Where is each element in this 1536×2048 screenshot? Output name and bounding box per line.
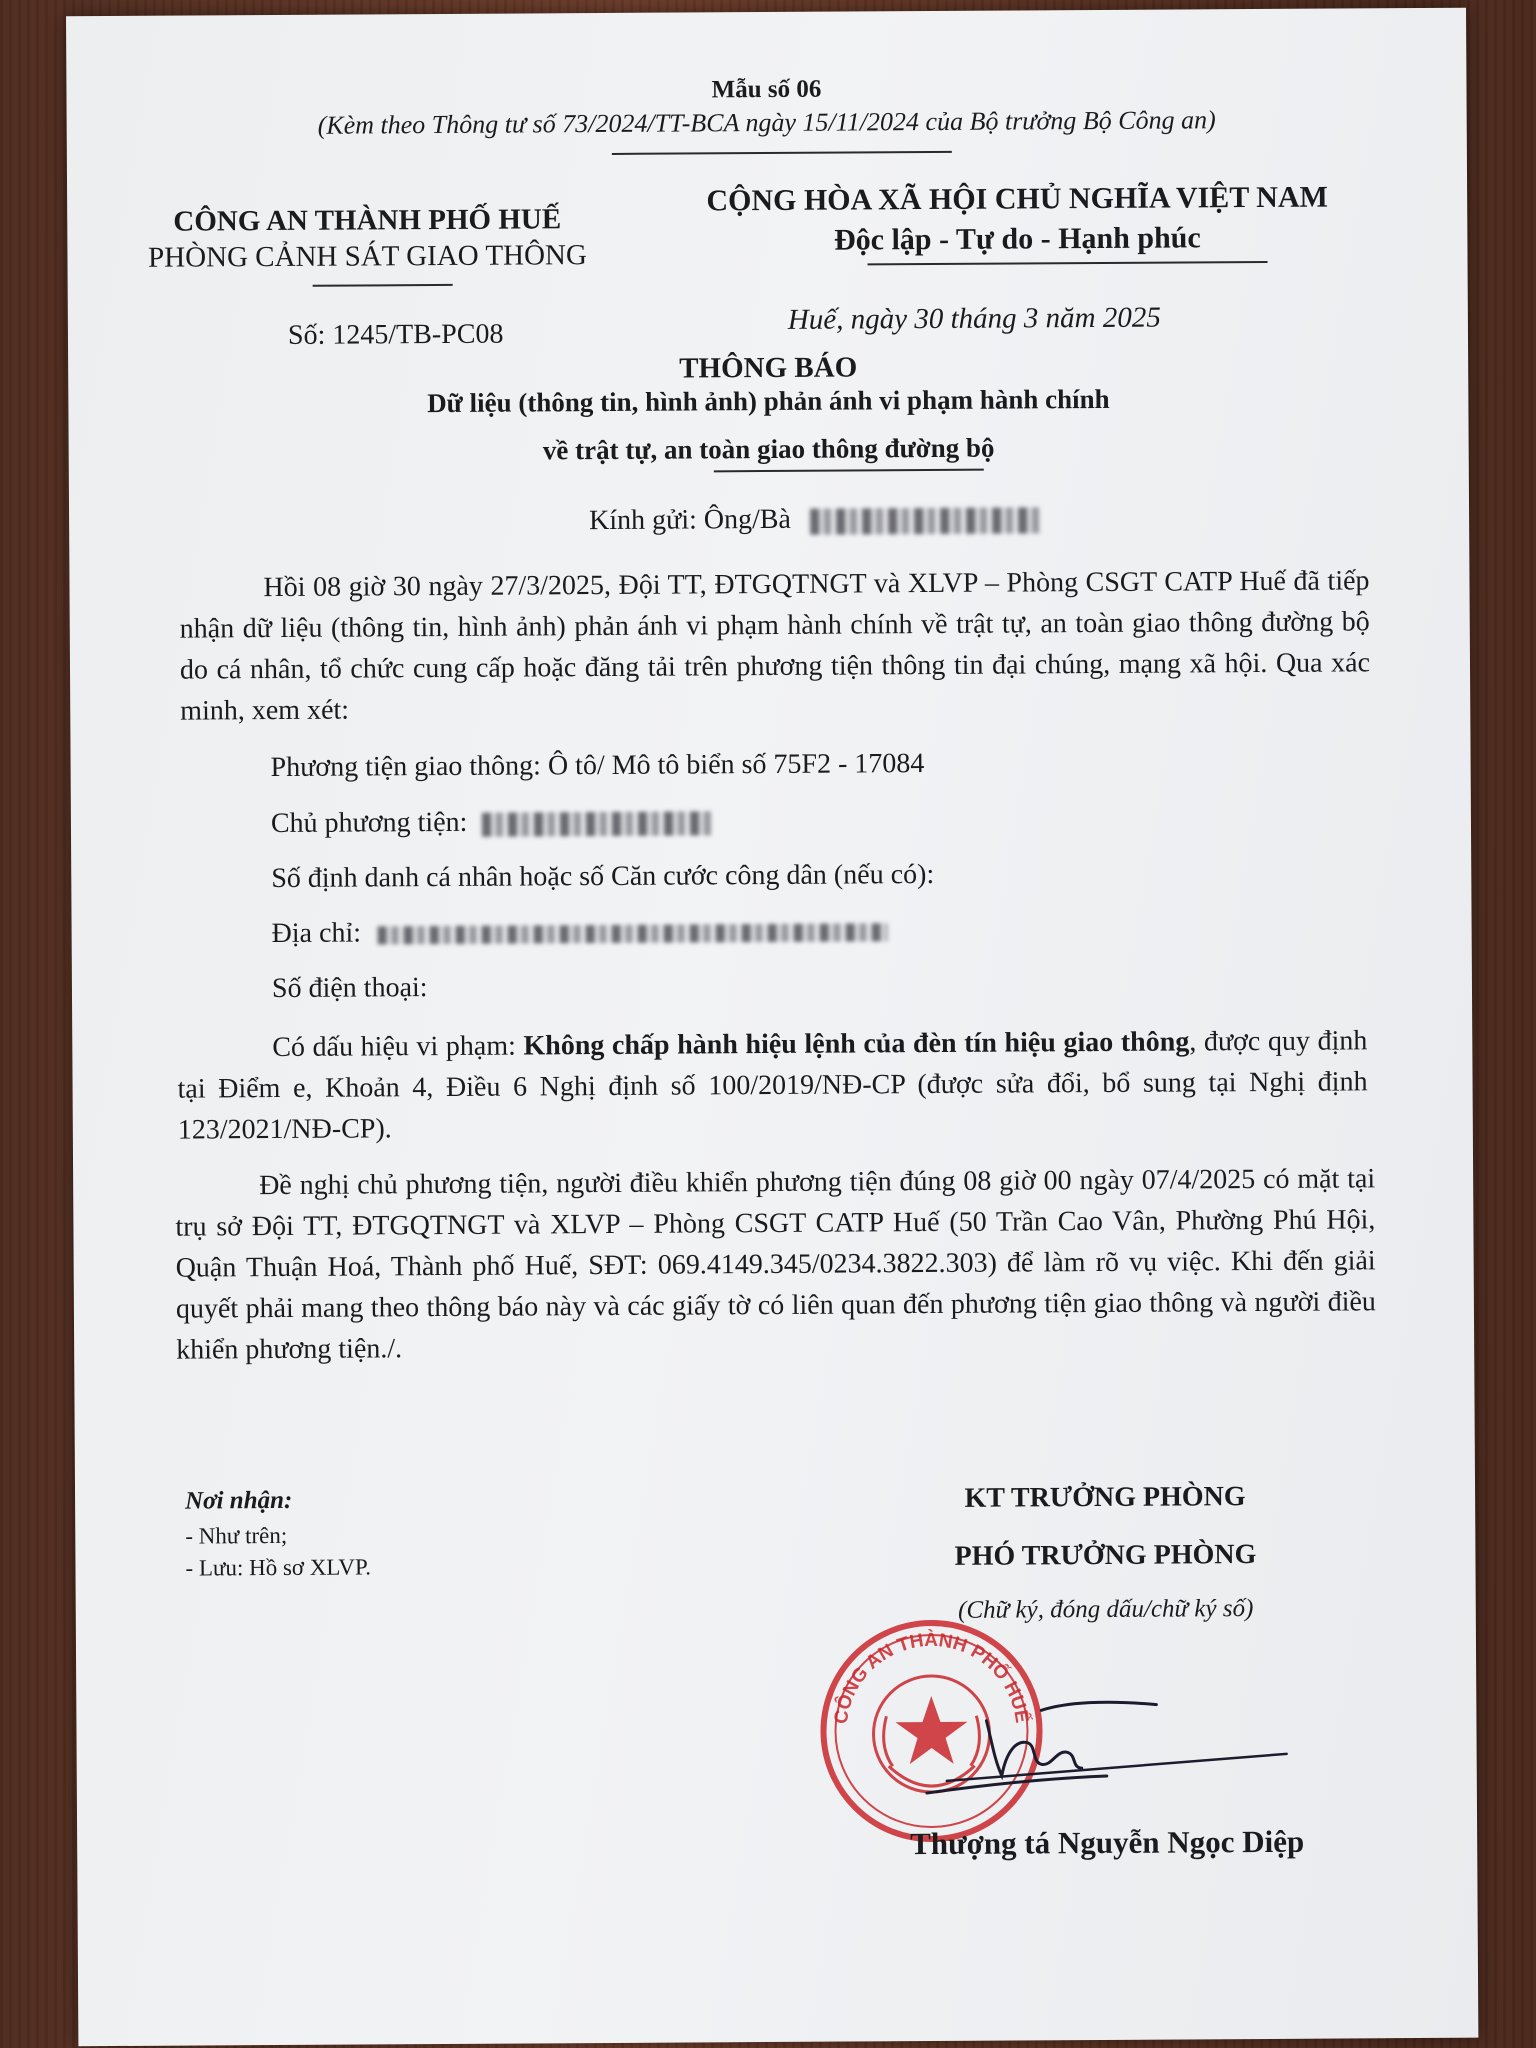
violation-name: Không chấp hành hiệu lệnh của đèn tín hiệu giao thông <box>523 1026 1190 1062</box>
place-date: Huế, ngày 30 tháng 3 năm 2025 <box>787 301 1161 336</box>
request-paragraph <box>175 1158 1376 1370</box>
motto-rule <box>868 261 1268 265</box>
signature-note: (Chữ ký, đóng dấu/chữ ký số) <box>958 1595 1254 1624</box>
document-number: Số: 1245/TB-PC08 <box>287 318 504 351</box>
signature-title-2: PHÓ TRƯỞNG PHÒNG <box>954 1539 1257 1572</box>
recipient-item: - Như trên; <box>185 1522 288 1549</box>
phone-line: Số điện thoại: <box>271 972 428 1005</box>
redacted-owner <box>482 811 712 836</box>
owner-line <box>271 805 713 840</box>
document-subtitle-2: về trật tự, an toàn giao thông đường bộ <box>542 432 995 466</box>
intro-text: Hồi 08 giờ 30 ngày 27/3/2025, Đội TT, ĐTGQTNGT và XLVP – Phòng CSGT CATP Huế đã tiếp nhận dữ liệu (thông tin, hình ảnh) phản ánh vi phạm hành chính về trật tự, an toàn giao thông đường bộ do cá nhân, tổ chức cung cấp hoặc đăng tải trên phương tiện thông tin đại chúng, mạng xã hội. Qua xác minh, xem xét: <box>179 565 1371 727</box>
addressee <box>589 502 1040 537</box>
id-line: Số định danh cá nhân hoặc số Căn cước công dân (nếu có): <box>271 858 935 895</box>
violation-legal-basis: , được quy định tại Điểm e, Khoản 4, Điều 6 Nghị định số 100/2019/NĐ-CP (được sửa đổi, bổ sung tại Nghị định 123/2021/NĐ-CP). <box>177 1025 1368 1146</box>
document-subtitle-1: Dữ liệu (thông tin, hình ảnh) phản ánh vi phạm hành chính <box>427 383 1110 419</box>
form-note: (Kèm theo Thông tư số 73/2024/TT-BCA ngày 15/11/2024 của Bộ trưởng Bộ Công an) <box>317 105 1216 140</box>
document-title: THÔNG BÁO <box>679 351 858 385</box>
intro-paragraph <box>179 560 1370 731</box>
violation-paragraph <box>177 1020 1368 1150</box>
recipients-label: Nơi nhận: <box>185 1486 293 1515</box>
issuing-agency: CÔNG AN THÀNH PHỐ HUẾ <box>173 203 562 238</box>
addressee-label: Kính gửi: Ông/Bà <box>589 503 792 537</box>
agency-rule <box>313 284 453 287</box>
vehicle-line: Phương tiện giao thông: Ô tô/ Mô tô biển số 75F2 - 17084 <box>270 748 925 784</box>
violation-text <box>177 1020 1368 1150</box>
violation-prefix: Có dấu hiệu vi phạm: <box>272 1030 524 1064</box>
signer-name: Thượng tá Nguyễn Ngọc Diệp <box>910 1823 1305 1862</box>
document-page <box>66 8 1478 2047</box>
redacted-name <box>810 507 1040 534</box>
recipient-item: - Lưu: Hồ sơ XLVP. <box>185 1554 372 1581</box>
request-text: Đề nghị chủ phương tiện, người điều khiển phương tiện đúng 08 giờ 00 ngày 07/4/2025 có mặt tại trụ sở Đội TT, ĐTGQTNGT và XLVP – Phòng CSGT CATP Huế (50 Trần Cao Vân, Phường Phú Hội, Quận Thuận Hoá, Thành phố Huế, SĐT: 069.4149.345/0234.3822.303) để làm rõ vụ việc. Khi đến giải quyết phải mang theo thông báo này và các giấy tờ có liên quan đến phương tiện giao thông và người điều khiển phương tiện./. <box>175 1163 1376 1366</box>
issuing-department: PHÒNG CẢNH SÁT GIAO THÔNG <box>148 239 587 274</box>
seal-text: CÔNG AN THÀNH PHỐ HUẾ <box>830 1629 1033 1726</box>
header-rule <box>612 151 952 155</box>
address-label: Địa chỉ: <box>271 917 362 950</box>
form-number: Mẫu số 06 <box>711 75 822 104</box>
country-name: CỘNG HÒA XÃ HỘI CHỦ NGHĨA VIỆT NAM <box>706 180 1328 218</box>
subtitle-rule <box>714 469 984 473</box>
redacted-address <box>378 923 888 944</box>
signature-title-1: KT TRƯỞNG PHÒNG <box>964 1481 1246 1514</box>
national-motto: Độc lập - Tự do - Hạnh phúc <box>833 221 1201 257</box>
owner-label: Chủ phương tiện: <box>270 806 468 840</box>
handwritten-signature-icon <box>866 1679 1327 1802</box>
address-line <box>272 914 889 950</box>
